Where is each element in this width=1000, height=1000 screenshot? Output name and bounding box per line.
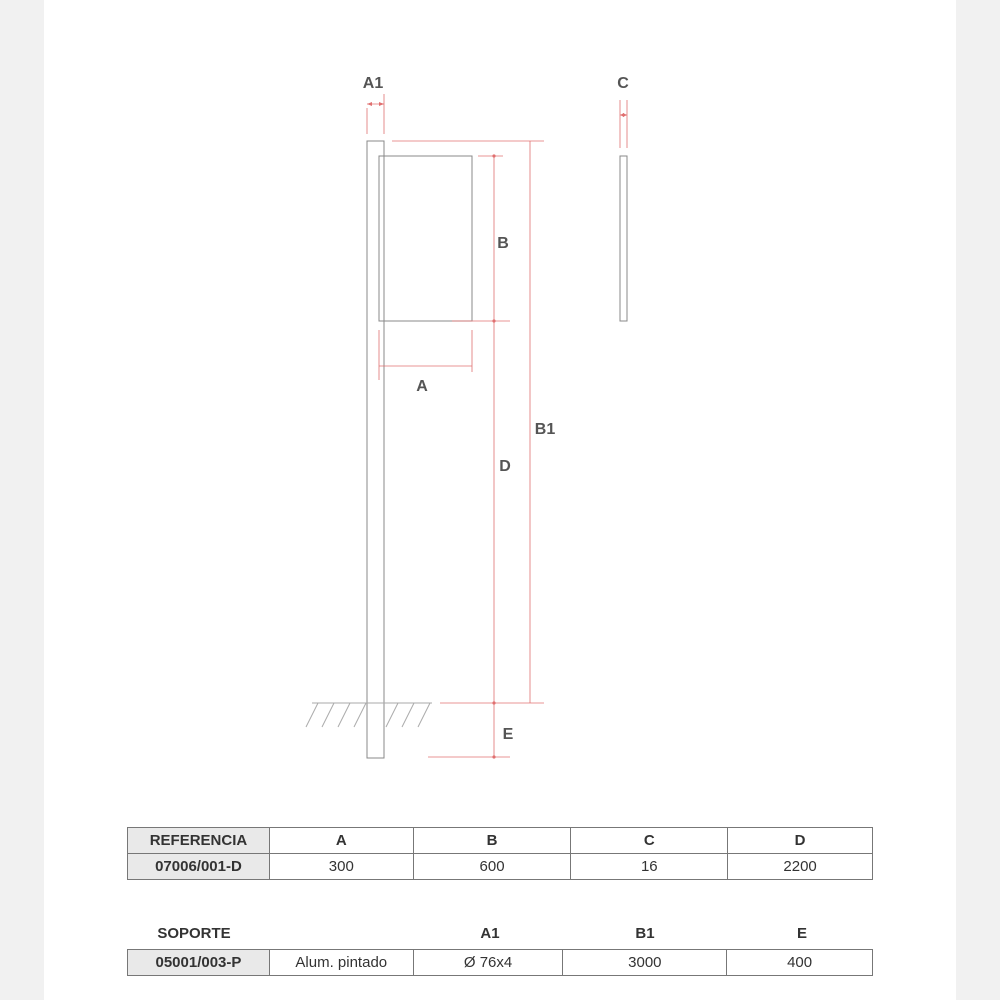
ref-value-b: 600 [413,854,571,880]
soporte-table [127,949,873,976]
ref-header-b: B [413,828,571,854]
label-a1: A1 [362,75,384,92]
sop-material: Alum. pintado [269,950,413,976]
sop-header-soporte: SOPORTE [157,925,231,942]
sign-panel-side [620,156,627,321]
ground-hatch [306,703,432,727]
sop-header-e: E [796,925,808,942]
dimension-lines [367,94,627,757]
sop-header-a1: A1 [480,925,500,942]
reference-table [127,827,873,880]
label-b: B [497,235,509,252]
sop-value-e: 400 [727,950,873,976]
dimension-arrows [367,102,627,759]
ref-value-d: 2200 [728,854,873,880]
sign-panel [379,156,472,321]
sop-value-b1: 3000 [563,950,727,976]
sop-value-a1: Ø 76x4 [413,950,563,976]
sop-code: 05001/003-P [128,950,270,976]
soporte-header-row [127,925,873,947]
label-e: E [502,726,514,743]
sop-header-b1: B1 [635,925,655,942]
reference-header-row [128,828,873,854]
label-d: D [499,458,511,475]
ref-code: 07006/001-D [128,854,270,880]
label-c: C [617,75,629,92]
soporte-data-row [128,950,873,976]
ref-value-a: 300 [269,854,413,880]
label-a: A [416,378,428,395]
ref-header-c: C [571,828,728,854]
ref-header-referencia: REFERENCIA [128,828,270,854]
ref-header-d: D [728,828,873,854]
ref-header-a: A [269,828,413,854]
support-post [367,141,384,758]
reference-data-row [128,854,873,880]
ref-value-c: 16 [571,854,728,880]
label-b1: B1 [534,421,556,438]
